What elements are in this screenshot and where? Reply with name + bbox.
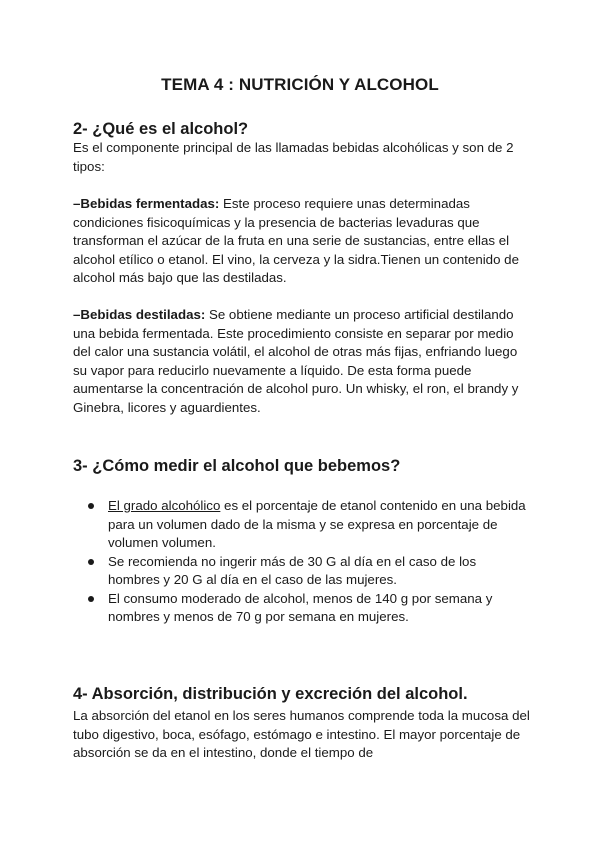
destiladas-label: –Bebidas destiladas: xyxy=(73,307,206,322)
fermentadas-text: Este proceso requiere unas determinadas condiciones fisicoquímicas y la presencia de bacterias levaduras que transforman el azúcar de la fruta en una serie de sustancias, entre ellas el alcohol etílico o etanol. El vino, la cerveza y la sidra.Tienen un contenido de alcohol más bajo que las destiladas. xyxy=(73,196,519,285)
grado-alcoholico-link[interactable]: El grado alcohólico xyxy=(108,498,221,513)
bullet-3-text: El consumo moderado de alcohol, menos de 140 g por semana y nombres y menos de 70 g por semana en mujeres. xyxy=(108,590,493,624)
bullet-icon xyxy=(88,596,94,602)
section-2-intro: Es el componente principal de las llamadas bebidas alcohólicas y son de 2 tipos: xyxy=(73,140,514,174)
destiladas-paragraph xyxy=(73,306,533,417)
list-item xyxy=(88,553,528,590)
measure-bullet-list xyxy=(88,497,528,627)
bullet-1-text: es el porcentaje de etanol contenido en una bebida para un volumen dado de la misma y se expresa en porcentaje de volumen volumen. xyxy=(108,498,526,550)
list-item xyxy=(88,590,528,627)
fermentadas-paragraph xyxy=(73,195,533,288)
list-item xyxy=(88,497,528,553)
fermentadas-label: –Bebidas fermentadas: xyxy=(73,196,220,211)
document-title: TEMA 4 : NUTRICIÓN Y ALCOHOL xyxy=(161,75,439,94)
bullet-icon xyxy=(88,503,94,509)
section-4-paragraph: La absorción del etanol en los seres humanos comprende toda la mucosa del tubo digestivo, boca, esófago, estómago e intestino. El mayor porcentaje de absorción se da en el intestino, donde el tiempo de xyxy=(73,708,530,760)
bullet-icon xyxy=(88,559,94,565)
section-2-heading: 2- ¿Qué es el alcohol? xyxy=(73,120,249,138)
section-4-heading: 4- Absorción, distribución y excreción del alcohol. xyxy=(73,685,468,703)
destiladas-text: Se obtiene mediante un proceso artificial destilando una bebida fermentada. Este procedimiento consiste en separar por medio del calor una sustancia volátil, el alcohol de otras más fijas, enfriando luego su vapor para reducirlo nuevamente a líquido. De esta forma puede aumentarse la concentración de alcohol puro. Un whisky, el ron, el brandy y Ginebra, licores y aguardientes. xyxy=(73,307,519,415)
bullet-2-text: Se recomienda no ingerir más de 30 G al día en el caso de los hombres y 20 G al día en el caso de las mujeres. xyxy=(108,553,477,587)
section-3-heading: 3- ¿Cómo medir el alcohol que bebemos? xyxy=(73,457,401,475)
